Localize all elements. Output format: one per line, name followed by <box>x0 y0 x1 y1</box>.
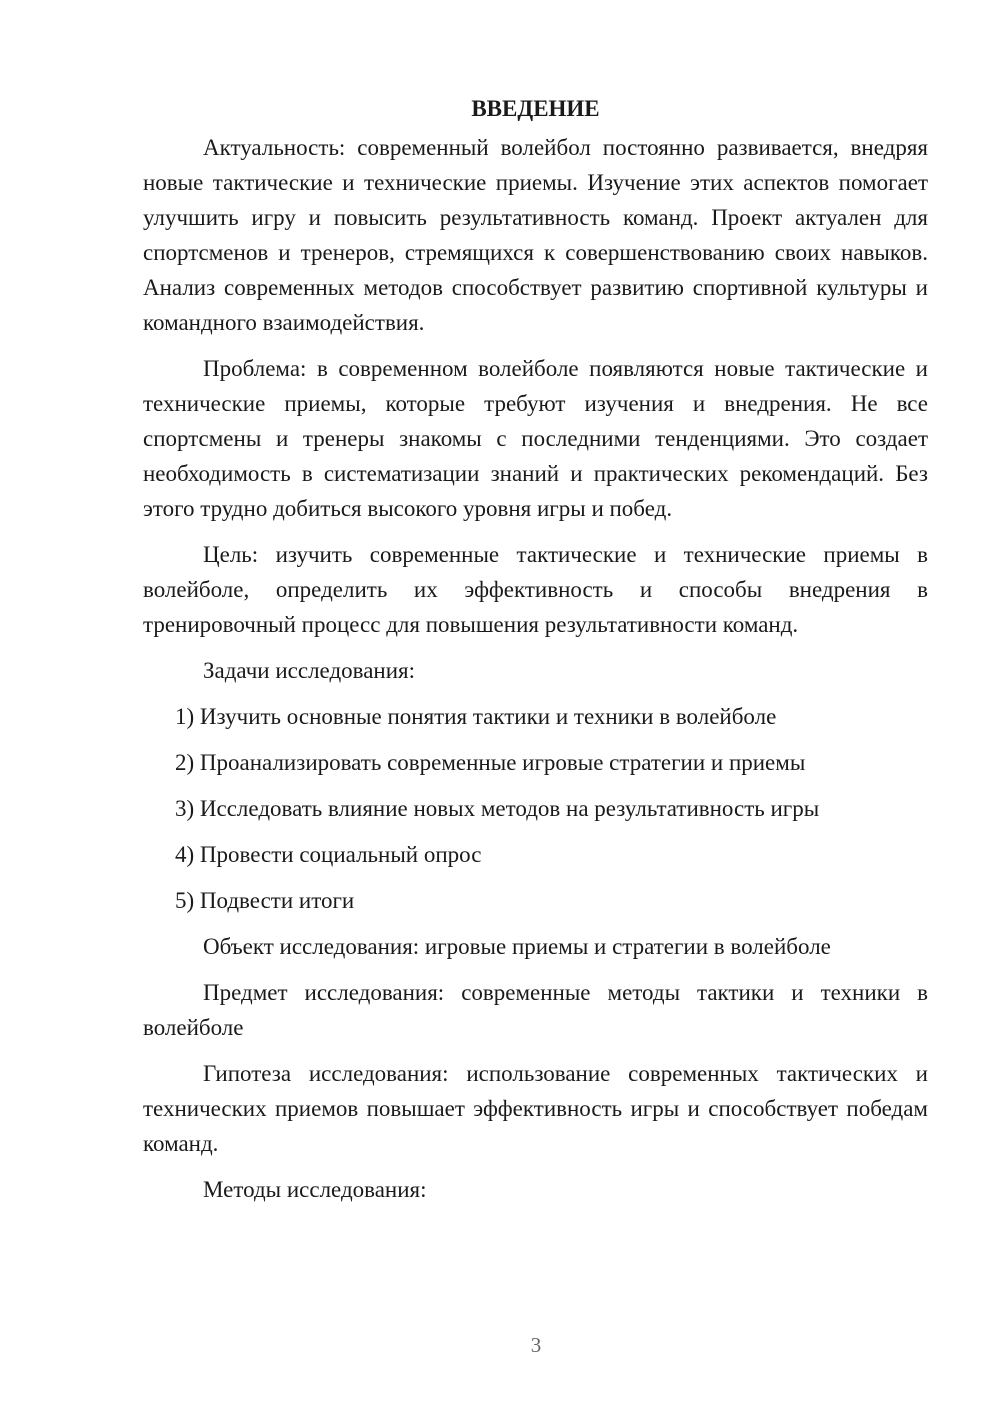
page-number: 3 <box>530 1333 542 1357</box>
task-item-2: 2) Проанализировать современные игровые стратегии и приемы <box>175 750 806 775</box>
methods-title: Методы исследования: <box>203 1177 427 1202</box>
section-heading: ВВЕДЕНИЕ <box>471 96 600 121</box>
task-item-3: 3) Исследовать влияние новых методов на результативность игры <box>175 796 820 821</box>
problem-paragraph: Проблема: в современном волейболе появляются новые тактические и технические приемы, которые требуют изучения и внедрения. Не все спортсмены и тренеры знакомы с последними тенденциями. Это создает необходимость в систематизации знаний и практических рекомендаций. Без этого трудно добиться высокого уровня игры и побед. <box>143 356 928 521</box>
hypothesis-paragraph: Гипотеза исследования: использование современных тактических и технических приемов повышает эффективность игры и способствует победам команд. <box>143 1061 928 1156</box>
tasks-list <box>143 699 928 918</box>
task-item-4: 4) Провести социальный опрос <box>175 842 482 867</box>
subject-paragraph: Предмет исследования: современные методы тактики и техники в волейболе <box>143 980 928 1040</box>
relevance-paragraph: Актуальность: современный волейбол постоянно развивается, внедряя новые тактические и технические приемы. Изучение этих аспектов помогает улучшить игру и повысить результативность команд. Проект актуален для спортсменов и тренеров, стремящихся к совершенствованию своих навыков. Анализ современных методов способствует развитию спортивной культуры и командного взаимодействия. <box>143 135 928 335</box>
goal-paragraph: Цель: изучить современные тактические и технические приемы в волейболе, определить их эффективность и способы внедрения в тренировочный процесс для повышения результативности команд. <box>143 542 928 637</box>
task-item-5: 5) Подвести итоги <box>175 888 355 913</box>
page-content <box>143 90 928 1218</box>
object-paragraph: Объект исследования: игровые приемы и стратегии в волейболе <box>203 934 831 959</box>
task-item-1: 1) Изучить основные понятия тактики и техники в волейболе <box>175 704 777 729</box>
tasks-title: Задачи исследования: <box>203 658 416 683</box>
